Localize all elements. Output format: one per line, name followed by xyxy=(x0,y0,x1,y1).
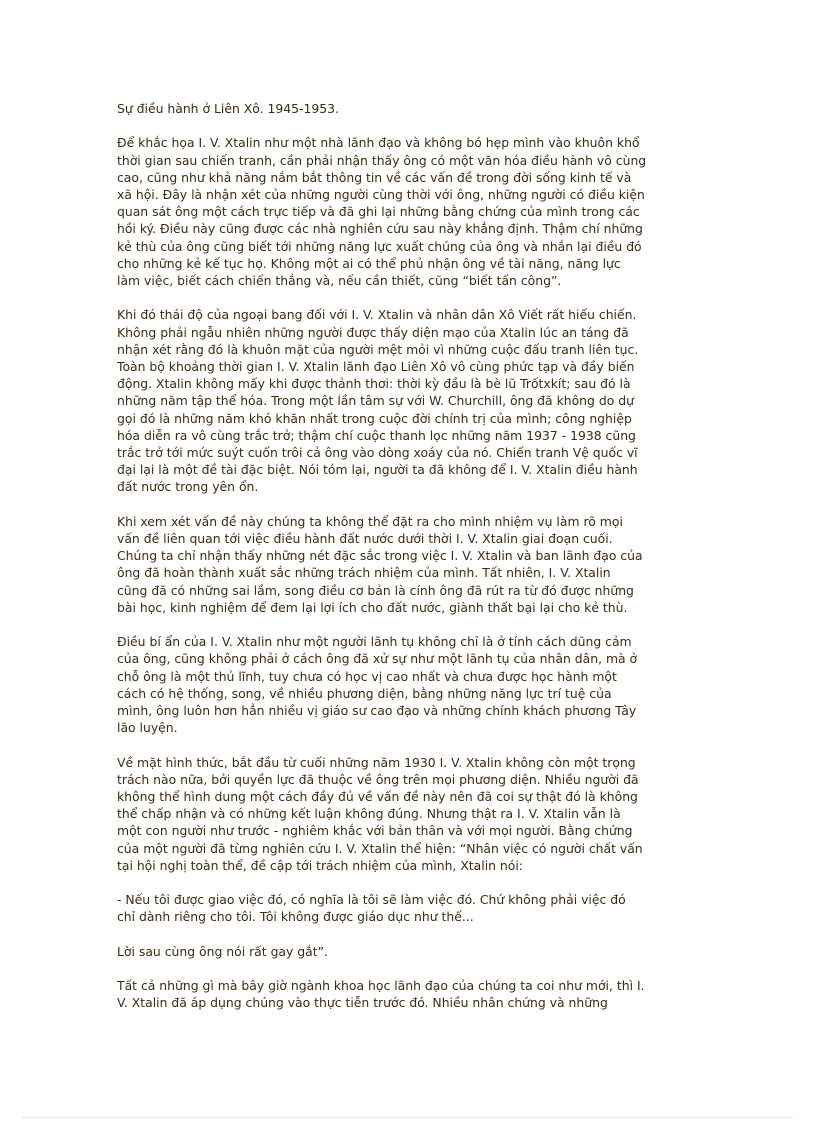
paragraph-7: Lời sau cùng ông nói rất gay gắt”. xyxy=(117,943,328,959)
paragraph-4: Điều bí ẩn của I. V. Xtalin như một người lãnh tụ không chỉ là ở tính cách dũng cảm của ông, cũng không phải ở cách ông đã xử sự như một lãnh tụ của nhân dân, mà ở chỗ ông là một thủ lĩnh, tuy chưa có học vị cao nhất và chưa được học hành một cách có hệ thống, song, về nhiều phương diện, bằng những năng lực trí tuệ của mình, ông luôn hơn hẳn nhiều vị giáo sư cao đạo và những chính khách phương Tây lão luyện. xyxy=(117,634,638,736)
document-title: Sự điều hành ở Liên Xô. 1945-1953. xyxy=(117,101,339,116)
paragraph-1: Để khắc họa I. V. Xtalin như một nhà lãnh đạo và không bó hẹp mình vào khuôn khổ thời gian sau chiến tranh, cần phải nhận thấy ông có một văn hóa điều hành vô cùng cao, cũng như khả năng nắm bắt thông tin về các vấn đề trong đời sống kinh tế và xã hội. Đây là nhận xét của những người cùng thời với ông, những người có điều kiện quan sát ông một cách trực tiếp và đã ghi lại những bằng chứng của mình trong các hồi ký. Điều này cũng được các nhà nghiên cứu sau này khẳng định. Thậm chí những kẻ thù của ông cũng biết tới những năng lực xuất chúng của ông và nhắn lại điều đó cho những kẻ kế tục họ. Không một ai có thể phủ nhận ông về tài năng, năng lực làm việc, biết cách chiến thắng và, nếu cần thiết, cũng “biết tấn công”. xyxy=(117,135,647,289)
page-bottom-divider xyxy=(22,1117,794,1118)
paragraph-5: Về mặt hình thức, bắt đầu từ cuối những năm 1930 I. V. Xtalin không còn một trọng trách nào nữa, bởi quyền lực đã thuộc về ông trên mọi phương diện. Nhiều người đã không thể hình dung một cách đầy đủ về vấn đề này nên đã coi sự thật đó là không thể chấp nhận và có những kết luận không đúng. Nhưng thật ra I. V. Xtalin vẫn là một con người như trước - nghiêm khắc với bản thân và với mọi người. Bằng chứng của một người đã từng nghiên cứu I. V. Xtalin thể hiện: “Nhân việc có người chất vấn tại hội nghị toàn thể, đề cập tới trách nhiệm của mình, Xtalin nói: xyxy=(117,754,643,873)
paragraph-3: Khi xem xét vấn đề này chúng ta không thể đặt ra cho mình nhiệm vụ làm rõ mọi vấn đề liên quan tới việc điều hành đất nước dưới thời I. V. Xtalin giai đoạn cuối. Chúng ta chỉ nhận thấy những nét đặc sắc trong việc I. V. Xtalin và ban lãnh đạo của ông đã hoàn thành xuất sắc những trách nhiệm của mình. Tất nhiên, I. V. Xtalin cũng đã có những sai lầm, song điều cơ bản là cính ông đã rút ra từ đó được những bài học, kinh nghiệm để đem lại lợi ích cho đất nước, giành thất bại lại cho kẻ thù. xyxy=(117,513,643,615)
document-body xyxy=(117,100,705,1029)
paragraph-6-quote: - Nếu tôi được giao việc đó, có nghĩa là tôi sẽ làm việc đó. Chứ không phải việc đó chỉ dành riêng cho tôi. Tôi không được giáo dục như thế... xyxy=(117,892,626,925)
paragraph-8: Tất cả những gì mà bây giờ ngành khoa học lãnh đạo của chúng ta coi như mới, thì I. V. Xtalin đã áp dụng chúng vào thực tiễn trước đó. Nhiều nhân chứng và những xyxy=(117,978,645,1011)
paragraph-2: Khi đó thái độ của ngoại bang đối với I. V. Xtalin và nhân dân Xô Viết rất hiếu chiến. Không phải ngẫu nhiên những người được thấy diện mạo của Xtalin lúc an táng đã nhận xét rằng đó là khuôn mặt của người mệt mỏi vì những cuộc đấu tranh liên tục. Toàn bộ khoảng thời gian I. V. Xtalin lãnh đạo Liên Xô vô cùng phức tạp và đầy biến động. Xtalin không mấy khi được thảnh thơi: thời kỳ đầu là bè lũ Trốtxkít; sau đó là những năm tập thể hóa. Trong một lần tâm sự với W. Churchill, ông đã không do dự gọi đó là những năm khó khăn nhất trong cuộc đời chính trị của mình; công nghiệp hóa diễn ra vô cùng trắc trở; thậm chí cuộc thanh lọc những năm 1937 - 1938 cũng trắc trở tới mức suýt cuốn trôi cả ông vào dòng xoáy của nó. Chiến tranh Vệ quốc vĩ đại lại là một đề tài đặc biệt. Nói tóm lại, người ta đã không để I. V. Xtalin điều hành đất nước trong yên ổn. xyxy=(117,307,639,495)
